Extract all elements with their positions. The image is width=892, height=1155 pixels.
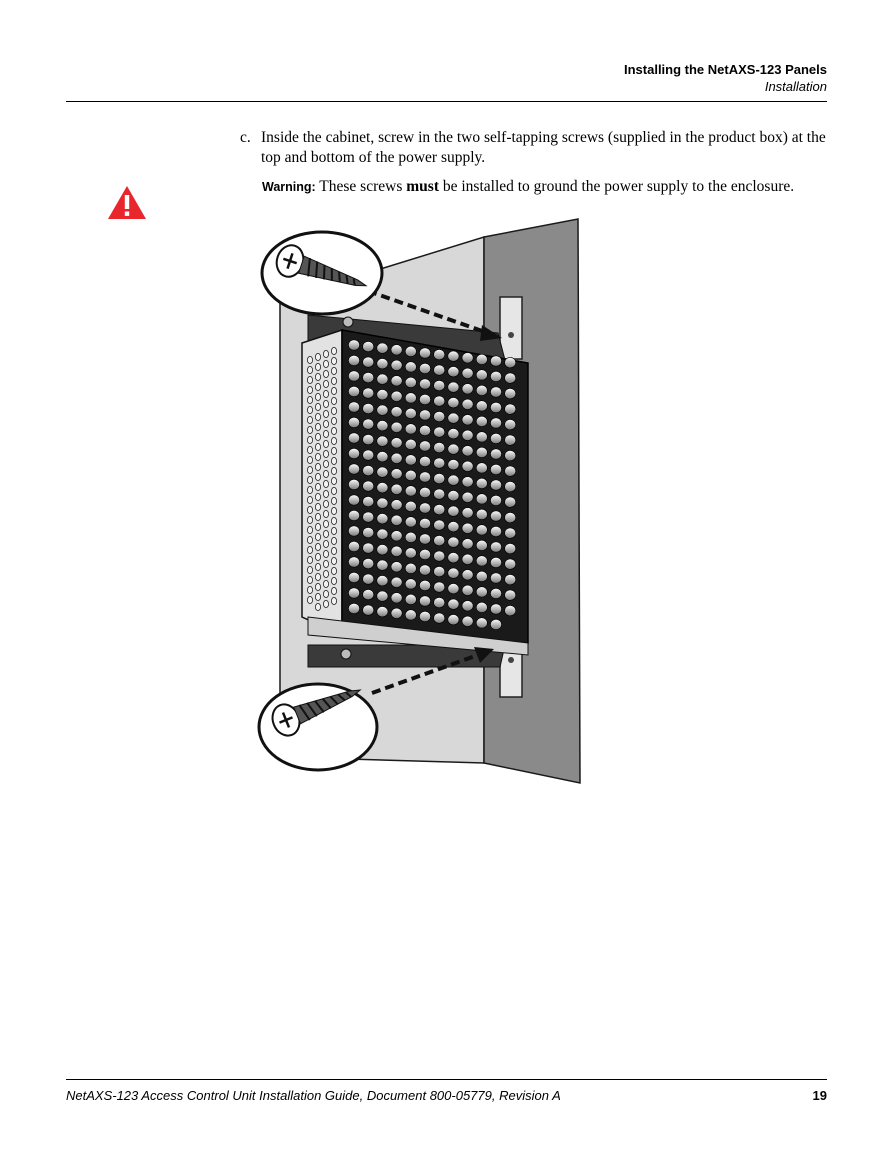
power-supply-illustration bbox=[250, 215, 590, 790]
header-divider bbox=[66, 101, 827, 102]
warning-label: Warning: bbox=[262, 180, 316, 194]
step-text: Inside the cabinet, screw in the two self-tapping screws (supplied in the product box) at the top and bottom of the power supply. bbox=[261, 129, 826, 166]
header-title: Installing the NetAXS-123 Panels bbox=[623, 62, 827, 77]
warning-text-before: These screws bbox=[315, 178, 407, 195]
step-marker: c. bbox=[240, 129, 251, 146]
top-bracket bbox=[500, 297, 522, 359]
footer-page-number: 19 bbox=[812, 1088, 827, 1103]
top-screw-callout bbox=[262, 232, 382, 314]
warning-note bbox=[262, 178, 842, 196]
header-subtitle: Installation bbox=[764, 79, 827, 94]
footer-divider bbox=[66, 1079, 827, 1080]
footer-document-title: NetAXS-123 Access Control Unit Installation Guide, Document 800-05779, Revision A bbox=[66, 1088, 561, 1103]
warning-text-after: be installed to ground the power supply to the enclosure. bbox=[438, 178, 795, 195]
step-c bbox=[240, 128, 830, 167]
warning-triangle-icon bbox=[107, 185, 147, 220]
warning-emphasis: must bbox=[406, 178, 439, 195]
